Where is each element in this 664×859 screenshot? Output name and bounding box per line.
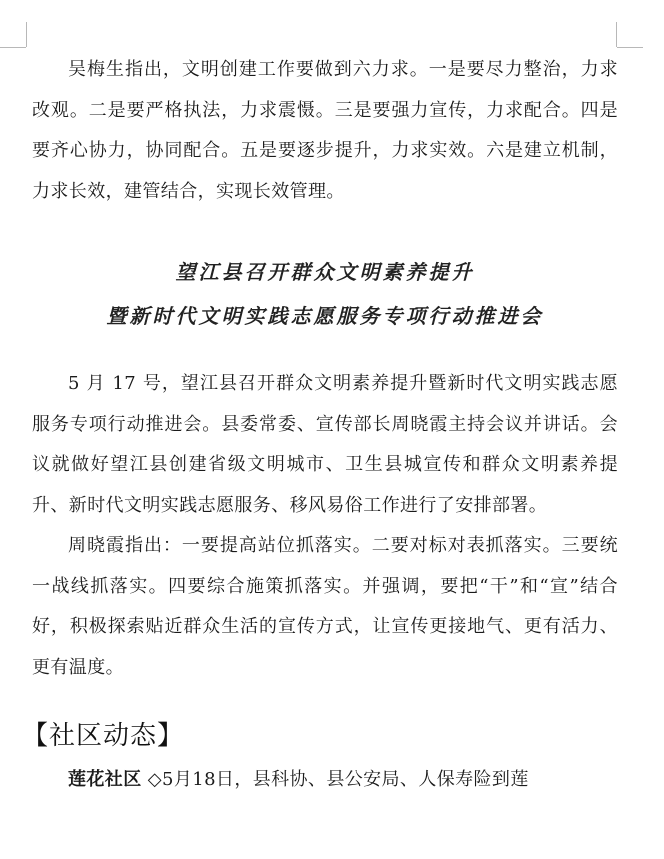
- margin-mark-top-right-horizontal: [617, 47, 643, 48]
- community-news-paragraph: [32, 764, 618, 796]
- article-title-line-1: 望江县召开群众文明素养提升: [175, 260, 475, 284]
- margin-mark-top-left-horizontal: [0, 47, 26, 48]
- margin-mark-top-left-vertical: [26, 22, 27, 47]
- paragraph-meeting-summary: 5 月 17 号，望江县召开群众文明素养提升暨新时代文明实践志愿服务专项行动推进会。县委常委、宣传部长周晓霞主持会议并讲话。会议就做好望江县创建省级文明城市、卫生县城宣传和群众文明素养提升、新时代文明实践志愿服务、移风易俗工作进行了安排部署。: [32, 373, 618, 516]
- paragraph-six-requirements: 吴梅生指出，文明创建工作要做到六力求。一是要尽力整治，力求改观。二是要严格执法，力求震慑。三是要强力宣传，力求配合。四是要齐心协力，协同配合。五是要逐步提升，力求实效。六是建立机制，力求长效，建管结合，实现长效管理。: [32, 59, 618, 202]
- community-name: 莲花社区: [68, 769, 142, 790]
- document-body: [22, 50, 618, 796]
- paragraph-zhou-remarks: 周晓霞指出：一要提高站位抓落实。二要对标对表抓落实。三要统一战线抓落实。四要综合施策抓落实。并强调，要把“干”和“宣”结合好，积极探索贴近群众生活的宣传方式，让宣传更接地气、更有活力、更有温度。: [32, 535, 618, 678]
- article-title-line-2: 暨新时代文明实践志愿服务专项行动推进会: [106, 304, 544, 328]
- article-title: [32, 250, 618, 338]
- community-news-text: ◇5月18日，县科协、县公安局、人保寿险到莲: [141, 769, 529, 790]
- section-heading-community-news: 【社区动态】: [22, 721, 185, 751]
- margin-mark-top-right-vertical: [616, 22, 617, 47]
